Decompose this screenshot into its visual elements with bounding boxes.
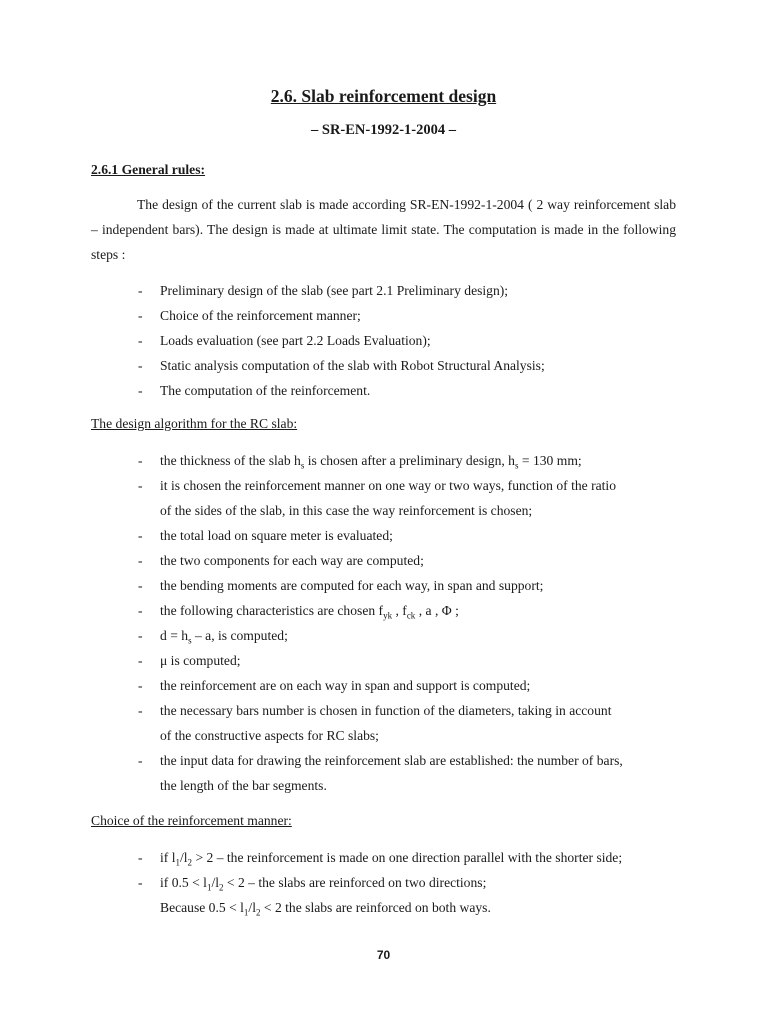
general-rules-paragraph: The design of the current slab is made according SR-EN-1992-1-2004 ( 2 way reinforcement slab – independent bars). The design is made at ultimate limit state. The computation is made in the following steps : [91, 197, 676, 262]
section-title: 2.6. Slab reinforcement design [270, 86, 497, 106]
page-number: 70 [376, 948, 391, 962]
list-item: - Static analysis computation of the slab with Robot Structural Analysis; [138, 358, 545, 373]
choice-heading: Choice of the reinforcement manner: [91, 813, 292, 828]
list-item: - Loads evaluation (see part 2.2 Loads Evaluation); [138, 333, 431, 348]
list-item: - the necessary bars number is chosen in function of the diameters, taking in account of the constructive aspects for RC slabs; [138, 703, 612, 743]
general-rules-heading: 2.6.1 General rules: [91, 162, 206, 177]
document-page [91, 0, 676, 1024]
list-item: - μ is computed; [138, 653, 241, 668]
standard-subtitle: – SR-EN-1992-1-2004 – [311, 122, 456, 138]
conclusion-line: Because $0.5 < l_1/l_2 < 2$ the slabs are reinforced on both ways. [160, 900, 491, 918]
list-item: - the total load on square meter is evaluated; [138, 528, 393, 543]
steps-list [91, 278, 676, 403]
list-item: - Choice of the reinforcement manner; [138, 308, 361, 323]
list-item: - the following characteristics are chosen $f_{yk}$ , $f_{ck}$ , a , Φ ; [138, 603, 459, 621]
list-item: - if $0.5 < l_1/l_2 < 2$ – the slabs are reinforced on two directions; [138, 875, 487, 893]
list-item: - it is chosen the reinforcement manner on one way or two ways, function of the ratio of the sides of the slab, in this case the way reinforcement is chosen; [138, 478, 617, 518]
list-item: - the two components for each way are computed; [138, 553, 424, 568]
algorithm-heading: The design algorithm for the RC slab: [91, 416, 298, 431]
list-item: - if $l_1/l_2 > 2$ – the reinforcement is made on one direction parallel with the shorter side; [138, 850, 623, 868]
list-item: - the thickness of the slab $h_s$ is chosen after a preliminary design, $h_s = 130$ mm; [138, 453, 582, 471]
list-item: - $d = h_s - a$, is computed; [138, 628, 288, 646]
algorithm-list [91, 448, 676, 798]
choice-list [91, 845, 676, 895]
list-item: - Preliminary design of the slab (see part 2.1 Preliminary design); [138, 283, 509, 298]
list-item: - the input data for drawing the reinforcement slab are established: the number of bars, the length of the bar segments. [138, 753, 623, 793]
list-item: - The computation of the reinforcement. [138, 383, 371, 398]
list-item: - the bending moments are computed for each way, in span and support; [138, 578, 544, 593]
list-item: - the reinforcement are on each way in span and support is computed; [138, 678, 531, 693]
